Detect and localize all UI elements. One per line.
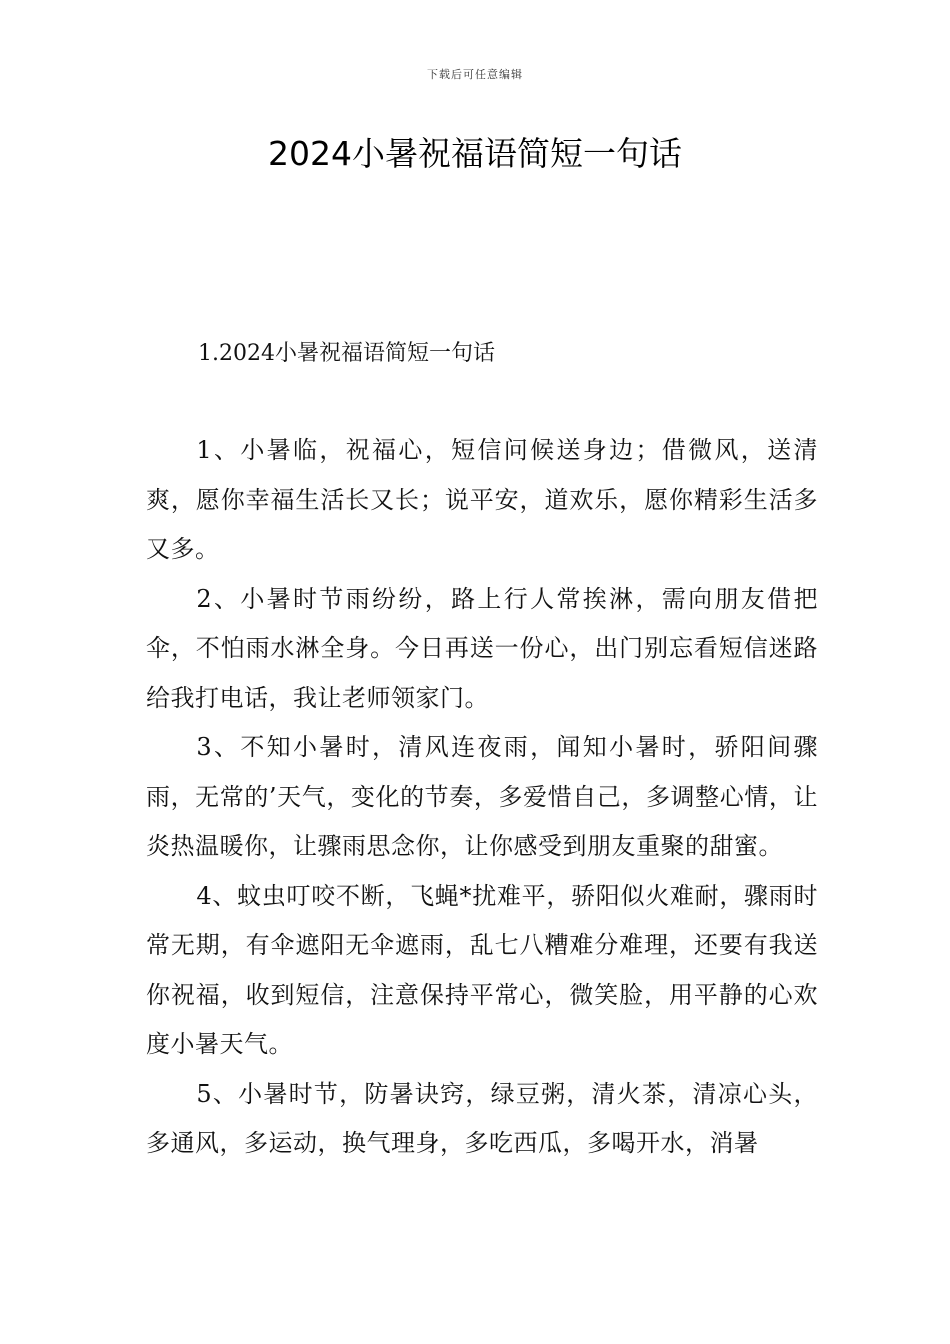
header-note: 下载后可任意编辑	[427, 68, 523, 81]
body-text	[146, 426, 818, 1169]
paragraph-3: 3、不知小暑时，清风连夜雨，闻知小暑时，骄阳间骤雨，无常的’天气，变化的节奏，多爱惜自己，多调整心情，让炎热温暖你，让骤雨思念你，让你感受到朋友重聚的甜蜜。	[146, 733, 818, 860]
document-title: 2024小暑祝福语简短一句话	[268, 134, 682, 173]
paragraph-1: 1、小暑临，祝福心，短信问候送身边；借微风，送清爽，愿你幸福生活长又长；说平安，道欢乐，愿你精彩生活多又多。	[146, 436, 818, 563]
paragraph-5: 5、小暑时节，防暑诀窍，绿豆粥，清火茶，清凉心头，多通风，多运动，换气理身，多吃西瓜，多喝开水，消暑	[146, 1079, 818, 1157]
section-heading: 1.2024小暑祝福语简短一句话	[198, 341, 495, 366]
paragraph-2: 2、小暑时节雨纷纷，路上行人常挨淋，需向朋友借把伞，不怕雨水淋全身。今日再送一份心，出门别忘看短信迷路给我打电话，我让老师领家门。	[146, 584, 818, 712]
paragraph-4: 4、蚊虫叮咬不断，飞蝇*扰难平，骄阳似火难耐，骤雨时常无期，有伞遮阳无伞遮雨，乱七八糟难分难理，还要有我送你祝福，收到短信，注意保持平常心，微笑脸，用平静的心欢度小暑天气。	[146, 881, 818, 1058]
